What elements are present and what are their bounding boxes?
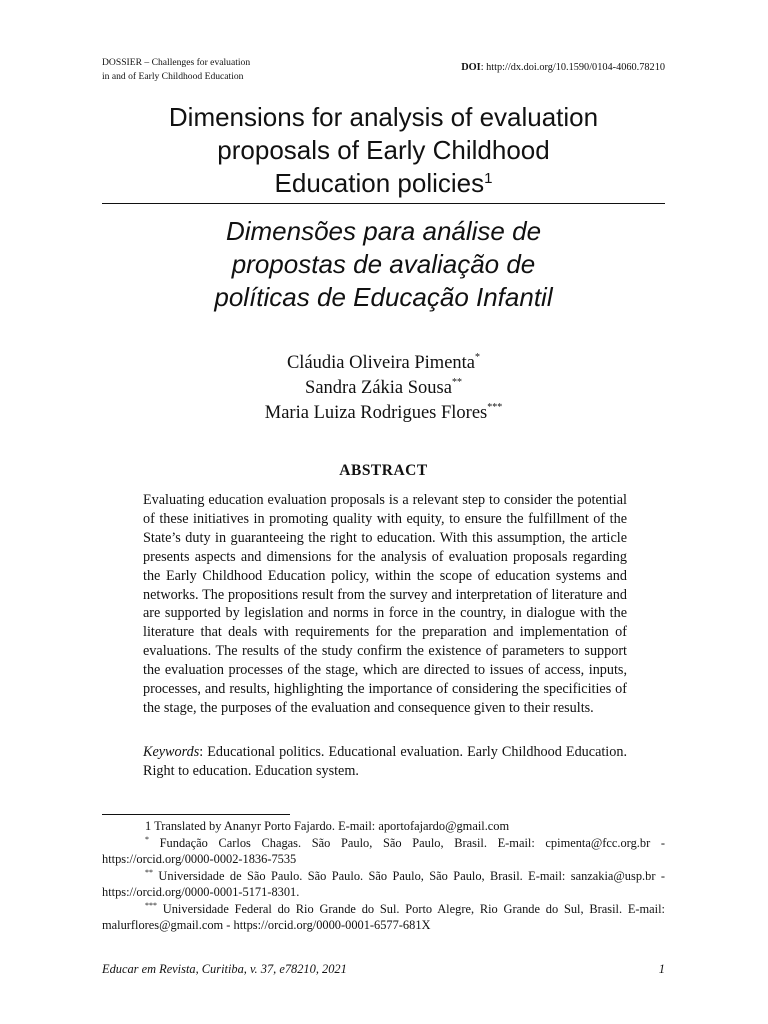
english-title-line3-text: Education policies xyxy=(274,168,485,198)
title-divider xyxy=(102,203,665,204)
dossier-header-line2: in and of Early Childhood Education xyxy=(102,71,244,82)
footnote-author-3 xyxy=(102,901,665,934)
footnote-text: Universidade Federal do Rio Grande do Sul. Porto Alegre, Rio Grande do Sul, Brasil. E-mail: malurflores@gmail.com - https://orcid.org/0000-0001-6577-681X xyxy=(102,901,665,932)
portuguese-title-line3: políticas de Educação Infantil xyxy=(214,282,553,312)
footnote-text: 1 Translated by Ananyr Porto Fajardo. E-mail: aportofajardo@gmail.com xyxy=(145,819,510,833)
author-name-text: Maria Luiza Rodrigues Flores xyxy=(264,403,488,423)
abstract-body: Evaluating education evaluation proposals is a relevant step to consider the potential of these initiatives in promoting quality with equity, to ensure the fulfillment of the State’s duty in guaranteeing the right to education. With this assumption, the article presents aspects and dimensions for the analysis of evaluation proposals regarding the Early Childhood Education policy, within the scope of education systems and networks. The propositions result from the survey and interpretation of literature and are supported by legislation and norms in force in the country, in dialogue with the literature that deals with requirements for the preparation and implementation of evaluations. The results of the study confirm the existence of parameters to support the evaluation processes of the stage, which are directed to issues of access, inputs, processes, and results, highlighting the importance of considering the specificities of the stage, the purposes of the evaluation and consequence given to their results. xyxy=(143,492,627,716)
keywords xyxy=(143,743,627,781)
keywords-label: Keywords xyxy=(143,744,200,760)
footnote-mark: *** xyxy=(145,900,157,910)
footnote-text: Fundação Carlos Chagas. São Paulo, São Paulo, Brasil. E-mail: cpimenta@fcc.org.br - https://orcid.org/0000-0002-1836-7535 xyxy=(102,835,665,866)
author-list xyxy=(102,351,665,426)
author-name-text: Sandra Zákia Sousa xyxy=(305,378,452,398)
page-number: 1 xyxy=(658,962,665,976)
footnote-text: Universidade de São Paulo. São Paulo. São Paulo, São Paulo, Brasil. E-mail: sanzakia@usp.br - https://orcid.org/0000-0001-5171-8301. xyxy=(102,868,665,899)
footnote-author-2 xyxy=(102,868,665,901)
doi-link[interactable]: : http://dx.doi.org/10.1590/0104-4060.78210 xyxy=(480,62,665,73)
author-name-text: Cláudia Oliveira Pimenta xyxy=(286,353,476,373)
abstract-heading: ABSTRACT xyxy=(339,462,428,479)
footnote-mark: ** xyxy=(145,867,153,877)
english-title-line1: Dimensions for analysis of evaluation xyxy=(168,102,599,132)
author-name xyxy=(102,401,665,426)
footnotes xyxy=(102,818,665,934)
portuguese-title xyxy=(102,215,665,314)
title-footnote-mark[interactable]: 1 xyxy=(484,170,493,187)
journal-citation: Educar em Revista, Curitiba, v. 37, e78210, 2021 xyxy=(102,962,347,976)
dossier-header-line1: DOSSIER – Challenges for evaluation xyxy=(102,57,251,68)
author-name xyxy=(102,351,665,376)
author-footnote-mark[interactable]: * xyxy=(475,352,481,363)
portuguese-title-line2: propostas de avaliação de xyxy=(231,249,536,279)
author-footnote-mark[interactable]: *** xyxy=(487,402,503,413)
author-footnote-mark[interactable]: ** xyxy=(451,377,462,388)
author-name xyxy=(102,376,665,401)
doi-header xyxy=(461,62,665,73)
footnote-author-1 xyxy=(102,835,665,868)
keywords-text: : Educational politics. Educational evaluation. Early Childhood Education. Right to education. Education system. xyxy=(143,744,627,779)
footnote-mark: * xyxy=(145,834,149,844)
dossier-header xyxy=(102,56,250,84)
portuguese-title-line1: Dimensões para análise de xyxy=(225,216,542,246)
footnote-translation xyxy=(102,818,665,835)
english-title xyxy=(102,101,665,200)
footnote-divider xyxy=(102,814,290,815)
english-title-line3 xyxy=(102,167,665,200)
doi-label: DOI xyxy=(461,62,481,73)
english-title-line2: proposals of Early Childhood xyxy=(217,135,550,165)
